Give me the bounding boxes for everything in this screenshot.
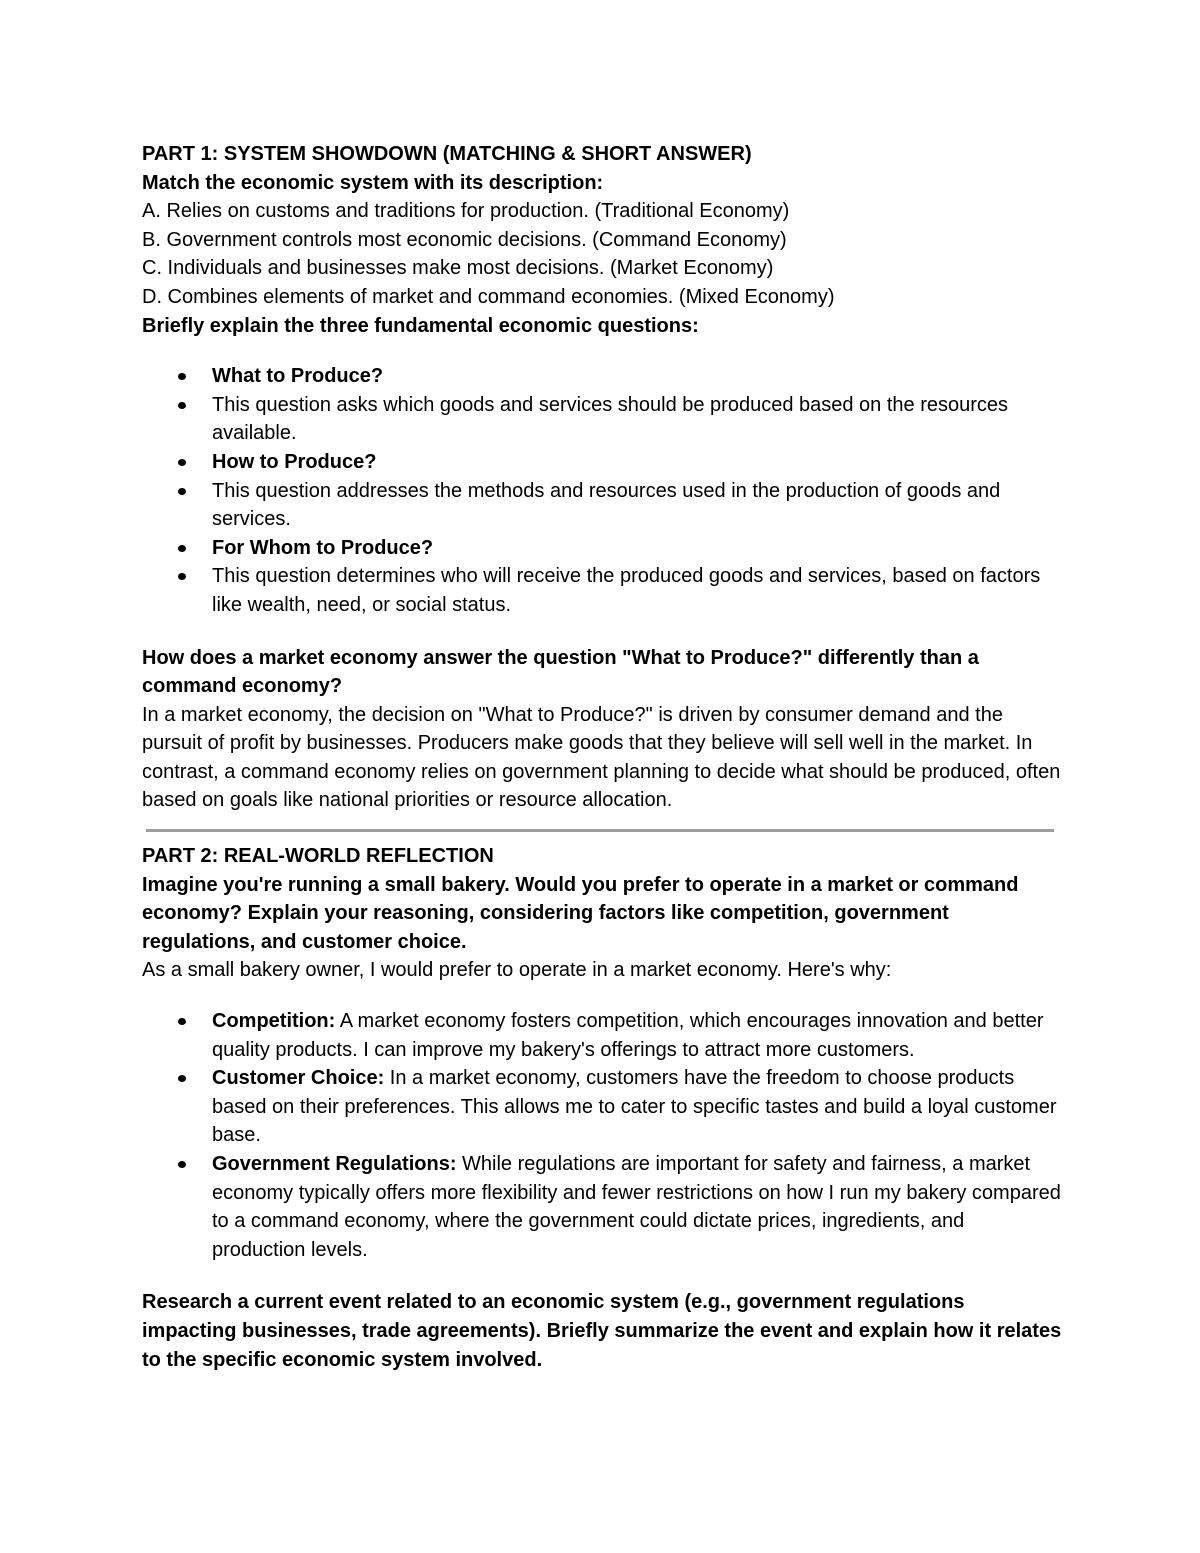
questions-prompt: Briefly explain the three fundamental economic questions: — [142, 314, 699, 337]
list-item: This question asks which goods and services should be produced based on the resources available. — [142, 391, 1062, 448]
bullet-icon — [178, 402, 186, 409]
economic-questions-list — [142, 362, 1062, 619]
list-item: What to Produce? — [142, 362, 1062, 391]
bullet-icon — [178, 545, 186, 552]
list-item: How to Produce? — [142, 448, 1062, 477]
list-item: For Whom to Produce? — [142, 534, 1062, 563]
document-page — [142, 140, 1062, 1374]
part1-heading: PART 1: SYSTEM SHOWDOWN (MATCHING & SHORT ANSWER) — [142, 143, 752, 165]
match-item: C. Individuals and businesses make most decisions. (Market Economy) — [142, 257, 774, 280]
list-item: This question determines who will receive the produced goods and services, based on factors like wealth, need, or social status. — [142, 562, 1062, 619]
match-prompt: Match the economic system with its description: — [142, 171, 604, 194]
bakery-prompt: Imagine you're running a small bakery. Would you prefer to operate in a market or command economy? Explain your reasoning, considering factors like competition, government regulations, and customer choice. — [142, 873, 1019, 953]
match-item: B. Government controls most economic decisions. (Command Economy) — [142, 228, 787, 251]
bullet-icon — [178, 459, 186, 466]
bullet-icon — [178, 1161, 186, 1168]
research-prompt: Research a current event related to an economic system (e.g., government regulations impacting businesses, trade agreements). Briefly summarize the event and explain how it relates to the specific economic system involved. — [142, 1291, 1062, 1371]
bullet-icon — [178, 488, 186, 495]
match-list — [142, 197, 1062, 311]
list-item: Competition: A market economy fosters competition, which encourages innovation and better quality products. I can improve my bakery's offerings to attract more customers. — [142, 1007, 1062, 1064]
section-divider — [146, 829, 1054, 832]
bullet-icon — [178, 1018, 186, 1025]
match-item: D. Combines elements of market and command economies. (Mixed Economy) — [142, 285, 835, 308]
list-item: This question addresses the methods and resources used in the production of goods and services. — [142, 477, 1062, 534]
list-item: Customer Choice: In a market economy, customers have the freedom to choose products based on their preferences. This allows me to cater to specific tastes and build a loyal customer base. — [142, 1064, 1062, 1150]
bakery-reasons-list — [142, 1007, 1062, 1264]
match-item: A. Relies on customs and traditions for production. (Traditional Economy) — [142, 200, 790, 223]
bullet-icon — [178, 1075, 186, 1082]
bullet-icon — [178, 573, 186, 580]
bullet-icon — [178, 373, 186, 380]
compare-prompt: How does a market economy answer the question "What to Produce?" differently than a command economy? — [142, 646, 979, 698]
compare-answer: In a market economy, the decision on "What to Produce?" is driven by consumer demand and the pursuit of profit by businesses. Producers make goods that they believe will sell well in the market. In contrast, a command economy relies on government planning to decide what should be produced, often based on goals like national priorities or resource allocation. — [142, 703, 1061, 812]
bakery-intro: As a small bakery owner, I would prefer to operate in a market economy. Here's why: — [142, 959, 892, 982]
part2-heading: PART 2: REAL-WORLD REFLECTION — [142, 845, 494, 868]
list-item: Government Regulations: While regulations are important for safety and fairness, a market economy typically offers more flexibility and fewer restrictions on how I run my bakery compared to a command economy, where the government could dictate prices, ingredients, and production levels. — [142, 1150, 1062, 1264]
